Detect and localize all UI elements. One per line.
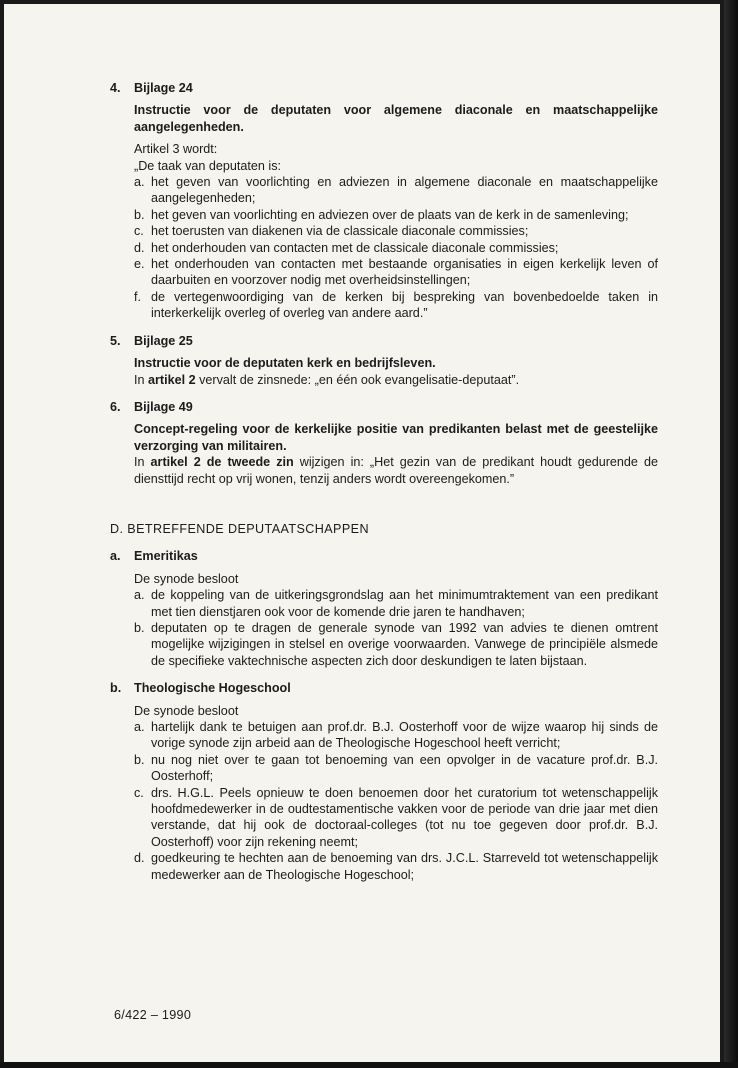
list-item: c. drs. H.G.L. Peels opnieuw te doen benoemen door het curatorium tot wetenschappelijk hoofdmedewerker in de oudtestamentische vakken voor de periode van drie jaar met dien verstande, dat hij ook de doctoraal-colleges (tot nu toe gegeven door prof.dr. B.J. Oosterhoff) voor zijn rekening neemt; xyxy=(134,785,658,849)
section-bijlage-24 xyxy=(110,80,658,322)
page-edge xyxy=(0,1062,738,1068)
list-item: d. goedkeuring te hechten aan de benoeming van drs. J.C.L. Starreveld tot wetenschappelijk medewerker aan de Theologische Hogeschool; xyxy=(134,851,658,882)
page-content xyxy=(110,80,658,883)
list-item: d. het onderhouden van contacten met de classicale diaconale commissies; xyxy=(134,240,559,255)
list-item: c. het toerusten van diakenen via de classicale diaconale commissies; xyxy=(134,224,529,239)
list-item: a. het geven van voorlichting en adviezen in algemene diaconale en maatschappelijke aangelegenheden; xyxy=(134,175,658,206)
article-rest: wordt: xyxy=(179,142,218,157)
list-item: b. nu nog niet over te gaan tot benoeming van een opvolger in de vacature prof.dr. B.J. Oosterhoff; xyxy=(134,752,658,784)
article-label: Artikel 3 xyxy=(134,142,180,157)
subsection-label: b. xyxy=(110,681,122,696)
section-title: Bijlage 24 xyxy=(134,81,193,95)
section-number: 5. xyxy=(110,333,121,348)
amendment-line: In artikel 2 de tweede zin wijzigen in: „Het gezin van de predikant houdt gedurende de diensttijd recht op vrij wonen, tenzij anders wordt overeengekomen.” xyxy=(134,455,658,486)
task-list xyxy=(134,174,658,322)
decision-intro: De synode besloot xyxy=(134,571,239,586)
list-item: a. de koppeling van de uitkeringsgrondslag aan het minimumtraktement van een predikant met tien dienstjaren ook voor de komende drie jaren te handhaven; xyxy=(134,588,658,619)
subsection-emeritikas xyxy=(110,548,658,669)
page-footer: 6/422 – 1990 xyxy=(114,1008,192,1022)
page-edge xyxy=(724,0,738,1068)
list-item: b. deputaten op te dragen de generale synode van 1992 van advies te dienen omtrent mogelijke wijzigingen in stelsel en overige voorwaarden. Vanwege de principiële alsmede de specifieke vaktechnische aspecten zich door deskundigen te laten bijstaan. xyxy=(134,620,658,668)
section-number: 4. xyxy=(110,81,121,95)
list-item: e. het onderhouden van contacten met bestaande organisaties in eigen kerkelijk leven of daarbuiten en voorzover nodig met overheidsinstellingen; xyxy=(134,257,658,288)
section-subtitle: Concept-regeling voor de kerkelijke positie van predikanten belast met de geestelijke verzorging van militairen. xyxy=(134,422,658,453)
quote-intro: „De taak van deputaten is: xyxy=(134,158,282,173)
article-line xyxy=(134,141,658,157)
section-bijlage-25 xyxy=(110,333,658,388)
subsection-theologische-hogeschool xyxy=(110,680,658,883)
document-page xyxy=(4,4,720,1062)
section-title: Bijlage 25 xyxy=(134,333,193,348)
section-bijlage-49 xyxy=(110,399,658,487)
decision-intro: De synode besloot xyxy=(134,703,239,718)
section-subtitle: Instructie voor de deputaten kerk en bedrijfsleven. xyxy=(134,356,436,371)
subsection-title: Theologische Hogeschool xyxy=(134,681,291,696)
section-title: Bijlage 49 xyxy=(134,399,193,414)
decision-list xyxy=(134,719,658,883)
subsection-label: a. xyxy=(110,549,121,564)
list-item: b. het geven van voorlichting en adviezen over de plaats van de kerk in de samenleving; xyxy=(134,207,629,222)
list-item: a. hartelijk dank te betuigen aan prof.dr. B.J. Oosterhoff voor de wijze waarop hij sinds de vorige synode zijn arbeid aan de Theologische Hogeschool heeft verricht; xyxy=(134,720,658,751)
subsection-title: Emeritikas xyxy=(134,549,198,564)
section-subtitle: Instructie voor de deputaten voor algemene diaconale en maatschappelijke aangelegenheden. xyxy=(134,103,658,134)
section-number: 6. xyxy=(110,399,121,414)
decision-list xyxy=(134,587,658,669)
part-d-heading: D. BETREFFENDE DEPUTAATSCHAPPEN xyxy=(110,521,369,536)
amendment-line: In artikel 2 vervalt de zinsnede: „en één ook evangelisatie-deputaat”. xyxy=(134,372,520,387)
list-item: f. de vertegenwoordiging van de kerken bij bespreking van bovenbedoelde taken in interkerkelijk overleg of overleg van andere aard.” xyxy=(134,289,658,321)
